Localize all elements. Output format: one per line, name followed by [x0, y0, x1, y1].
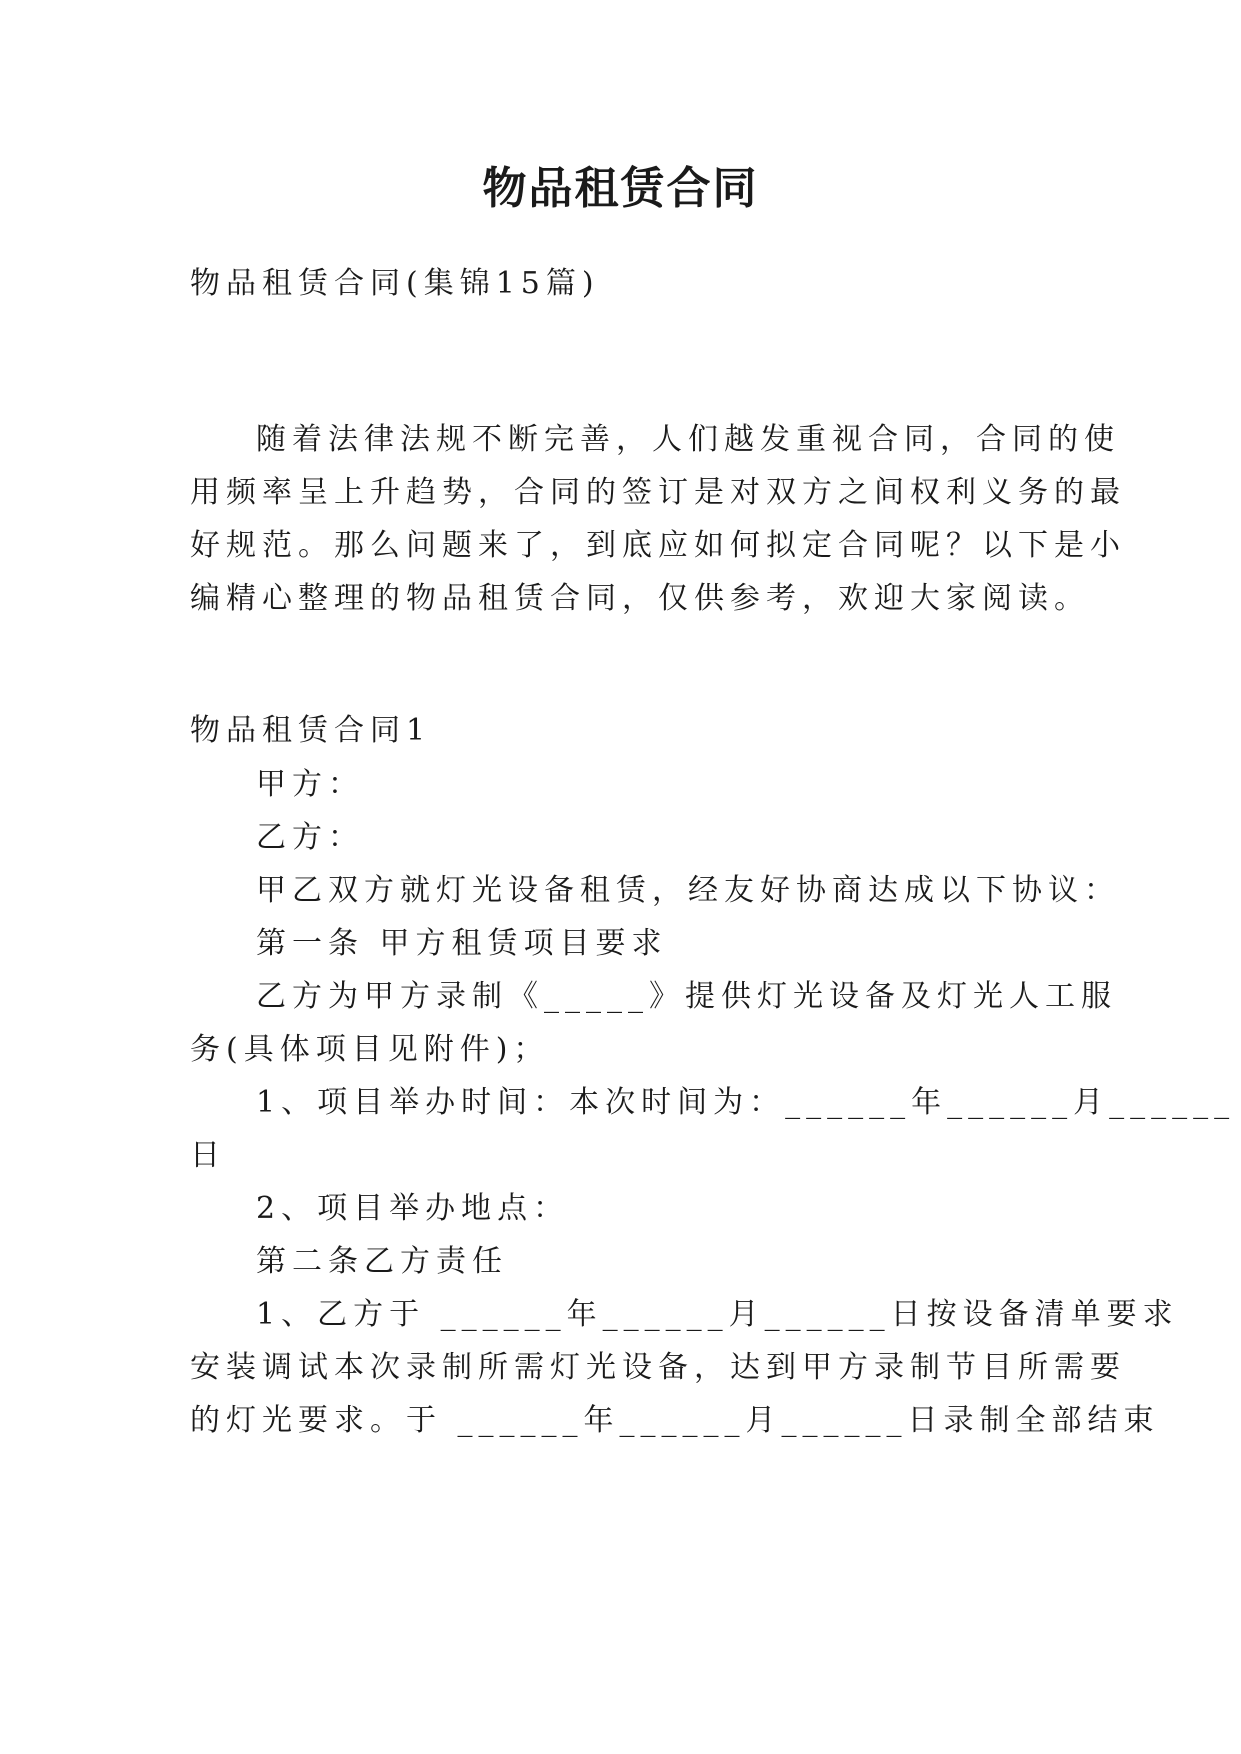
party-b-label: 乙方： — [256, 820, 364, 855]
section-heading: 物品租赁合同1 — [190, 713, 432, 748]
article-2-title: 第二条乙方责任 — [256, 1244, 508, 1279]
article-1-paragraph-line-1: 乙方为甲方录制《_____》提供灯光设备及灯光人工服 — [256, 979, 1117, 1014]
article-1-paragraph-line-2: 务(具体项目见附件)； — [190, 1032, 550, 1067]
intro-line-1: 随着法律法规不断完善，人们越发重视合同，合同的使 — [256, 422, 1120, 457]
agreement-statement: 甲乙双方就灯光设备租赁，经友好协商达成以下协议： — [256, 873, 1120, 908]
item-1-line-1: 1、项目举办时间：本次时间为：______年______月______ — [256, 1085, 1236, 1120]
party-a-label: 甲方： — [256, 767, 364, 802]
document-subtitle: 物品租赁合同(集锦15篇) — [190, 266, 600, 301]
intro-line-2: 用频率呈上升趋势，合同的签订是对双方之间权利义务的最 — [190, 475, 1126, 510]
intro-line-4: 编精心整理的物品租赁合同，仅供参考，欢迎大家阅读。 — [190, 581, 1090, 616]
article-2-paragraph-line-2: 安装调试本次录制所需灯光设备，达到甲方录制节目所需要 — [190, 1350, 1126, 1385]
intro-line-3: 好规范。那么问题来了，到底应如何拟定合同呢？以下是小 — [190, 528, 1126, 563]
document-title: 物品租赁合同 — [482, 163, 759, 214]
item-2: 2、项目举办地点： — [256, 1191, 570, 1226]
article-2-paragraph-line-3: 的灯光要求。于 ______年______月______日录制全部结束 — [190, 1403, 1160, 1438]
item-1-line-2: 日 — [190, 1138, 226, 1173]
article-1-title: 第一条 甲方租赁项目要求 — [256, 926, 668, 961]
article-2-paragraph-line-1: 1、乙方于 ______年______月______日按设备清单要求 — [256, 1297, 1179, 1332]
